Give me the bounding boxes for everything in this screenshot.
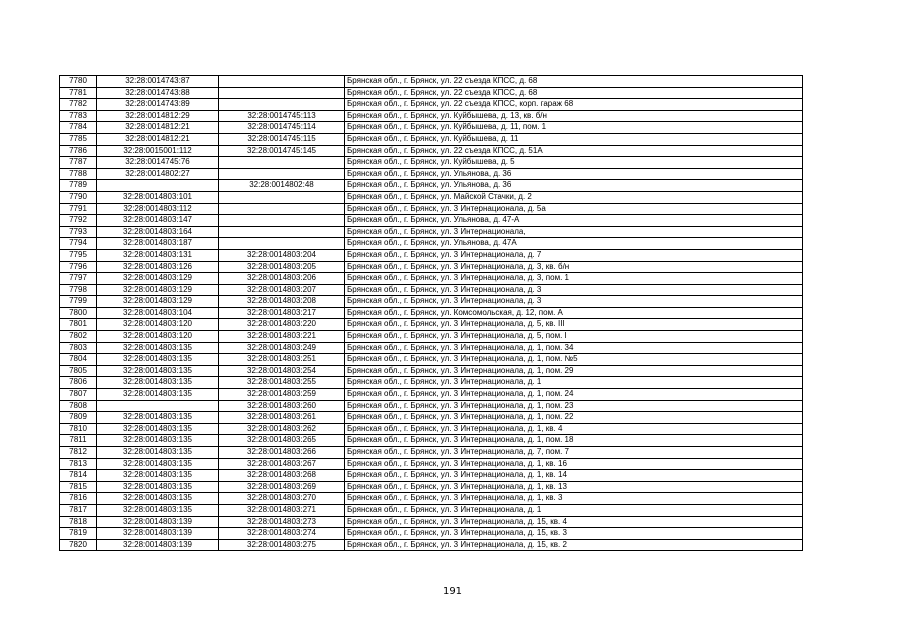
related-cadastral-number-cell: 32:28:0014803:266 xyxy=(219,447,345,459)
address-cell: Брянская обл., г. Брянск, ул. Майской Стачки, д. 2 xyxy=(345,191,803,203)
address-cell: Брянская обл., г. Брянск, ул. Ульянова, д. 36 xyxy=(345,180,803,192)
related-cadastral-number-cell: 32:28:0014803:208 xyxy=(219,296,345,308)
address-cell: Брянская обл., г. Брянск, ул. Куйбышева, д. 5 xyxy=(345,157,803,169)
cadastral-number-cell: 32:28:0014743:88 xyxy=(97,87,219,99)
address-cell: Брянская обл., г. Брянск, ул. 3 Интернационала, д. 1, пом. 24 xyxy=(345,389,803,401)
row-number-cell: 7797 xyxy=(60,273,97,285)
address-cell: Брянская обл., г. Брянск, ул. 3 Интернационала, д. 1, пом. 18 xyxy=(345,435,803,447)
related-cadastral-number-cell xyxy=(219,238,345,250)
related-cadastral-number-cell: 32:28:0014803:220 xyxy=(219,319,345,331)
row-number-cell: 7810 xyxy=(60,423,97,435)
row-number-cell: 7814 xyxy=(60,470,97,482)
address-cell: Брянская обл., г. Брянск, ул. 3 Интернационала, д. 1, кв. 13 xyxy=(345,481,803,493)
table-row xyxy=(60,493,803,505)
cadastral-number-cell: 32:28:0014803:129 xyxy=(97,273,219,285)
row-number-cell: 7813 xyxy=(60,458,97,470)
related-cadastral-number-cell: 32:28:0014803:267 xyxy=(219,458,345,470)
table-row xyxy=(60,447,803,459)
related-cadastral-number-cell: 32:28:0014803:249 xyxy=(219,342,345,354)
row-number-cell: 7793 xyxy=(60,226,97,238)
related-cadastral-number-cell xyxy=(219,157,345,169)
address-cell: Брянская обл., г. Брянск, ул. 3 Интернационала, д. 1, пом. №5 xyxy=(345,354,803,366)
table-row xyxy=(60,539,803,551)
address-cell: Брянская обл., г. Брянск, ул. 3 Интернационала, д. 1, пом. 29 xyxy=(345,365,803,377)
row-number-cell: 7780 xyxy=(60,76,97,88)
related-cadastral-number-cell: 32:28:0014803:254 xyxy=(219,365,345,377)
related-cadastral-number-cell: 32:28:0014803:217 xyxy=(219,307,345,319)
address-cell: Брянская обл., г. Брянск, ул. 22 съезда КПСС, корп. гараж 68 xyxy=(345,99,803,111)
row-number-cell: 7792 xyxy=(60,215,97,227)
row-number-cell: 7784 xyxy=(60,122,97,134)
related-cadastral-number-cell: 32:28:0014745:145 xyxy=(219,145,345,157)
address-cell: Брянская обл., г. Брянск, ул. 3 Интернационала, д. 1, кв. 3 xyxy=(345,493,803,505)
row-number-cell: 7812 xyxy=(60,447,97,459)
cadastral-number-cell: 32:28:0014803:120 xyxy=(97,331,219,343)
row-number-cell: 7786 xyxy=(60,145,97,157)
row-number-cell: 7820 xyxy=(60,539,97,551)
table-row xyxy=(60,110,803,122)
registry-table-body xyxy=(60,76,803,551)
row-number-cell: 7815 xyxy=(60,481,97,493)
row-number-cell: 7791 xyxy=(60,203,97,215)
address-cell: Брянская обл., г. Брянск, ул. 22 съезда КПСС, д. 68 xyxy=(345,87,803,99)
cadastral-number-cell: 32:28:0014803:147 xyxy=(97,215,219,227)
table-row xyxy=(60,226,803,238)
cadastral-number-cell: 32:28:0014803:135 xyxy=(97,470,219,482)
cadastral-number-cell xyxy=(97,400,219,412)
table-row xyxy=(60,87,803,99)
related-cadastral-number-cell: 32:28:0014803:261 xyxy=(219,412,345,424)
cadastral-number-cell: 32:28:0015001:112 xyxy=(97,145,219,157)
cadastral-number-cell: 32:28:0014803:135 xyxy=(97,354,219,366)
address-cell: Брянская обл., г. Брянск, ул. 3 Интернационала, д. 15, кв. 2 xyxy=(345,539,803,551)
row-number-cell: 7816 xyxy=(60,493,97,505)
row-number-cell: 7805 xyxy=(60,365,97,377)
cadastral-number-cell: 32:28:0014812:29 xyxy=(97,110,219,122)
address-cell: Брянская обл., г. Брянск, ул. 3 Интернационала, д. 1, кв. 16 xyxy=(345,458,803,470)
cadastral-number-cell: 32:28:0014803:131 xyxy=(97,249,219,261)
table-row xyxy=(60,481,803,493)
address-cell: Брянская обл., г. Брянск, ул. 3 Интернационала, д. 7, пом. 7 xyxy=(345,447,803,459)
related-cadastral-number-cell: 32:28:0014745:114 xyxy=(219,122,345,134)
address-cell: Брянская обл., г. Брянск, ул. 3 Интернационала, д. 3 xyxy=(345,284,803,296)
row-number-cell: 7808 xyxy=(60,400,97,412)
row-number-cell: 7806 xyxy=(60,377,97,389)
table-row xyxy=(60,238,803,250)
table-row xyxy=(60,261,803,273)
cadastral-number-cell: 32:28:0014743:89 xyxy=(97,99,219,111)
address-cell: Брянская обл., г. Брянск, ул. 3 Интернационала, д. 1, пом. 22 xyxy=(345,412,803,424)
address-cell: Брянская обл., г. Брянск, ул. 3 Интернационала, д. 15, кв. 4 xyxy=(345,516,803,528)
related-cadastral-number-cell: 32:28:0014802:48 xyxy=(219,180,345,192)
row-number-cell: 7796 xyxy=(60,261,97,273)
related-cadastral-number-cell xyxy=(219,191,345,203)
address-cell: Брянская обл., г. Брянск, ул. 3 Интернационала, д. 3, пом. 1 xyxy=(345,273,803,285)
row-number-cell: 7788 xyxy=(60,168,97,180)
row-number-cell: 7809 xyxy=(60,412,97,424)
row-number-cell: 7804 xyxy=(60,354,97,366)
table-row xyxy=(60,458,803,470)
row-number-cell: 7782 xyxy=(60,99,97,111)
related-cadastral-number-cell xyxy=(219,87,345,99)
table-row xyxy=(60,249,803,261)
related-cadastral-number-cell: 32:28:0014803:260 xyxy=(219,400,345,412)
cadastral-number-cell: 32:28:0014803:139 xyxy=(97,516,219,528)
table-row xyxy=(60,122,803,134)
address-cell: Брянская обл., г. Брянск, ул. 3 Интернационала, д. 1, пом. 23 xyxy=(345,400,803,412)
row-number-cell: 7783 xyxy=(60,110,97,122)
related-cadastral-number-cell xyxy=(219,99,345,111)
property-registry-table xyxy=(59,75,803,551)
table-row xyxy=(60,400,803,412)
address-cell: Брянская обл., г. Брянск, ул. 22 съезда КПСС, д. 51А xyxy=(345,145,803,157)
address-cell: Брянская обл., г. Брянск, ул. Куйбышева, д. 11 xyxy=(345,133,803,145)
address-cell: Брянская обл., г. Брянск, ул. 3 Интернационала, д. 1 xyxy=(345,504,803,516)
row-number-cell: 7781 xyxy=(60,87,97,99)
cadastral-number-cell: 32:28:0014803:126 xyxy=(97,261,219,273)
page-number: 191 xyxy=(442,586,463,597)
table-row xyxy=(60,354,803,366)
cadastral-number-cell: 32:28:0014803:187 xyxy=(97,238,219,250)
address-cell: Брянская обл., г. Брянск, ул. Ульянова, д. 47А xyxy=(345,238,803,250)
address-cell: Брянская обл., г. Брянск, ул. 3 Интернационала, д. 5а xyxy=(345,203,803,215)
table-row xyxy=(60,215,803,227)
cadastral-number-cell: 32:28:0014803:135 xyxy=(97,435,219,447)
table-row xyxy=(60,377,803,389)
related-cadastral-number-cell: 32:28:0014803:221 xyxy=(219,331,345,343)
table-row xyxy=(60,191,803,203)
table-row xyxy=(60,203,803,215)
cadastral-number-cell: 32:28:0014803:112 xyxy=(97,203,219,215)
cadastral-number-cell: 32:28:0014803:120 xyxy=(97,319,219,331)
related-cadastral-number-cell: 32:28:0014803:255 xyxy=(219,377,345,389)
table-row xyxy=(60,273,803,285)
row-number-cell: 7799 xyxy=(60,296,97,308)
address-cell: Брянская обл., г. Брянск, ул. Куйбышева, д. 13, кв. б/н xyxy=(345,110,803,122)
address-cell: Брянская обл., г. Брянск, ул. Комсомольская, д. 12, пом. А xyxy=(345,307,803,319)
cadastral-number-cell: 32:28:0014803:104 xyxy=(97,307,219,319)
table-row xyxy=(60,470,803,482)
address-cell: Брянская обл., г. Брянск, ул. 3 Интернационала, д. 3, кв. б/н xyxy=(345,261,803,273)
address-cell: Брянская обл., г. Брянск, ул. 3 Интернационала, xyxy=(345,226,803,238)
table-row xyxy=(60,423,803,435)
related-cadastral-number-cell xyxy=(219,226,345,238)
row-number-cell: 7817 xyxy=(60,504,97,516)
related-cadastral-number-cell: 32:28:0014803:204 xyxy=(219,249,345,261)
table-row xyxy=(60,412,803,424)
address-cell: Брянская обл., г. Брянск, ул. 3 Интернационала, д. 1, кв. 14 xyxy=(345,470,803,482)
table-row xyxy=(60,516,803,528)
related-cadastral-number-cell: 32:28:0014803:262 xyxy=(219,423,345,435)
row-number-cell: 7798 xyxy=(60,284,97,296)
related-cadastral-number-cell: 32:28:0014803:270 xyxy=(219,493,345,505)
related-cadastral-number-cell: 32:28:0014803:206 xyxy=(219,273,345,285)
related-cadastral-number-cell: 32:28:0014745:115 xyxy=(219,133,345,145)
related-cadastral-number-cell: 32:28:0014803:273 xyxy=(219,516,345,528)
table-row xyxy=(60,133,803,145)
row-number-cell: 7811 xyxy=(60,435,97,447)
related-cadastral-number-cell: 32:28:0014803:205 xyxy=(219,261,345,273)
cadastral-number-cell: 32:28:0014803:135 xyxy=(97,365,219,377)
row-number-cell: 7801 xyxy=(60,319,97,331)
cadastral-number-cell xyxy=(97,180,219,192)
cadastral-number-cell: 32:28:0014803:135 xyxy=(97,342,219,354)
cadastral-number-cell: 32:28:0014803:135 xyxy=(97,493,219,505)
cadastral-number-cell: 32:28:0014803:135 xyxy=(97,504,219,516)
related-cadastral-number-cell xyxy=(219,215,345,227)
cadastral-number-cell: 32:28:0014803:129 xyxy=(97,284,219,296)
table-row xyxy=(60,389,803,401)
related-cadastral-number-cell: 32:28:0014803:265 xyxy=(219,435,345,447)
row-number-cell: 7803 xyxy=(60,342,97,354)
cadastral-number-cell: 32:28:0014803:129 xyxy=(97,296,219,308)
related-cadastral-number-cell: 32:28:0014803:274 xyxy=(219,528,345,540)
address-cell: Брянская обл., г. Брянск, ул. 3 Интернационала, д. 1, кв. 4 xyxy=(345,423,803,435)
related-cadastral-number-cell: 32:28:0014803:259 xyxy=(219,389,345,401)
table-row xyxy=(60,331,803,343)
cadastral-number-cell: 32:28:0014745:76 xyxy=(97,157,219,169)
cadastral-number-cell: 32:28:0014812:21 xyxy=(97,122,219,134)
table-row xyxy=(60,157,803,169)
cadastral-number-cell: 32:28:0014803:135 xyxy=(97,458,219,470)
cadastral-number-cell: 32:28:0014803:135 xyxy=(97,481,219,493)
row-number-cell: 7802 xyxy=(60,331,97,343)
row-number-cell: 7787 xyxy=(60,157,97,169)
table-row xyxy=(60,168,803,180)
cadastral-number-cell: 32:28:0014803:135 xyxy=(97,412,219,424)
address-cell: Брянская обл., г. Брянск, ул. 3 Интернационала, д. 15, кв. 3 xyxy=(345,528,803,540)
address-cell: Брянская обл., г. Брянск, ул. 3 Интернационала, д. 5, кв. III xyxy=(345,319,803,331)
cadastral-number-cell: 32:28:0014803:101 xyxy=(97,191,219,203)
address-cell: Брянская обл., г. Брянск, ул. 22 съезда КПСС, д. 68 xyxy=(345,76,803,88)
related-cadastral-number-cell: 32:28:0014803:268 xyxy=(219,470,345,482)
row-number-cell: 7795 xyxy=(60,249,97,261)
table-row xyxy=(60,180,803,192)
row-number-cell: 7800 xyxy=(60,307,97,319)
related-cadastral-number-cell: 32:28:0014803:207 xyxy=(219,284,345,296)
cadastral-number-cell: 32:28:0014803:135 xyxy=(97,389,219,401)
related-cadastral-number-cell xyxy=(219,168,345,180)
cadastral-number-cell: 32:28:0014803:139 xyxy=(97,528,219,540)
related-cadastral-number-cell: 32:28:0014803:251 xyxy=(219,354,345,366)
cadastral-number-cell: 32:28:0014803:139 xyxy=(97,539,219,551)
row-number-cell: 7789 xyxy=(60,180,97,192)
table-row xyxy=(60,504,803,516)
address-cell: Брянская обл., г. Брянск, ул. 3 Интернационала, д. 3 xyxy=(345,296,803,308)
table-row xyxy=(60,76,803,88)
row-number-cell: 7807 xyxy=(60,389,97,401)
row-number-cell: 7794 xyxy=(60,238,97,250)
address-cell: Брянская обл., г. Брянск, ул. 3 Интернационала, д. 5, пом. I xyxy=(345,331,803,343)
table-row xyxy=(60,284,803,296)
table-row xyxy=(60,307,803,319)
cadastral-number-cell: 32:28:0014812:21 xyxy=(97,133,219,145)
table-row xyxy=(60,296,803,308)
related-cadastral-number-cell: 32:28:0014745:113 xyxy=(219,110,345,122)
address-cell: Брянская обл., г. Брянск, ул. 3 Интернационала, д. 1 xyxy=(345,377,803,389)
row-number-cell: 7790 xyxy=(60,191,97,203)
address-cell: Брянская обл., г. Брянск, ул. Ульянова, д. 36 xyxy=(345,168,803,180)
table-row xyxy=(60,145,803,157)
table-row xyxy=(60,342,803,354)
address-cell: Брянская обл., г. Брянск, ул. Ульянова, д. 47-А xyxy=(345,215,803,227)
address-cell: Брянская обл., г. Брянск, ул. 3 Интернационала, д. 7 xyxy=(345,249,803,261)
cadastral-number-cell: 32:28:0014802:27 xyxy=(97,168,219,180)
related-cadastral-number-cell: 32:28:0014803:271 xyxy=(219,504,345,516)
table-row xyxy=(60,99,803,111)
cadastral-number-cell: 32:28:0014803:164 xyxy=(97,226,219,238)
cadastral-number-cell: 32:28:0014743:87 xyxy=(97,76,219,88)
related-cadastral-number-cell: 32:28:0014803:269 xyxy=(219,481,345,493)
cadastral-number-cell: 32:28:0014803:135 xyxy=(97,447,219,459)
table-row xyxy=(60,365,803,377)
cadastral-number-cell: 32:28:0014803:135 xyxy=(97,377,219,389)
table-row xyxy=(60,319,803,331)
table-row xyxy=(60,528,803,540)
row-number-cell: 7785 xyxy=(60,133,97,145)
related-cadastral-number-cell xyxy=(219,203,345,215)
address-cell: Брянская обл., г. Брянск, ул. 3 Интернационала, д. 1, пом. 34 xyxy=(345,342,803,354)
cadastral-number-cell: 32:28:0014803:135 xyxy=(97,423,219,435)
related-cadastral-number-cell: 32:28:0014803:275 xyxy=(219,539,345,551)
row-number-cell: 7819 xyxy=(60,528,97,540)
related-cadastral-number-cell xyxy=(219,76,345,88)
table-row xyxy=(60,435,803,447)
row-number-cell: 7818 xyxy=(60,516,97,528)
address-cell: Брянская обл., г. Брянск, ул. Куйбышева, д. 11, пом. 1 xyxy=(345,122,803,134)
